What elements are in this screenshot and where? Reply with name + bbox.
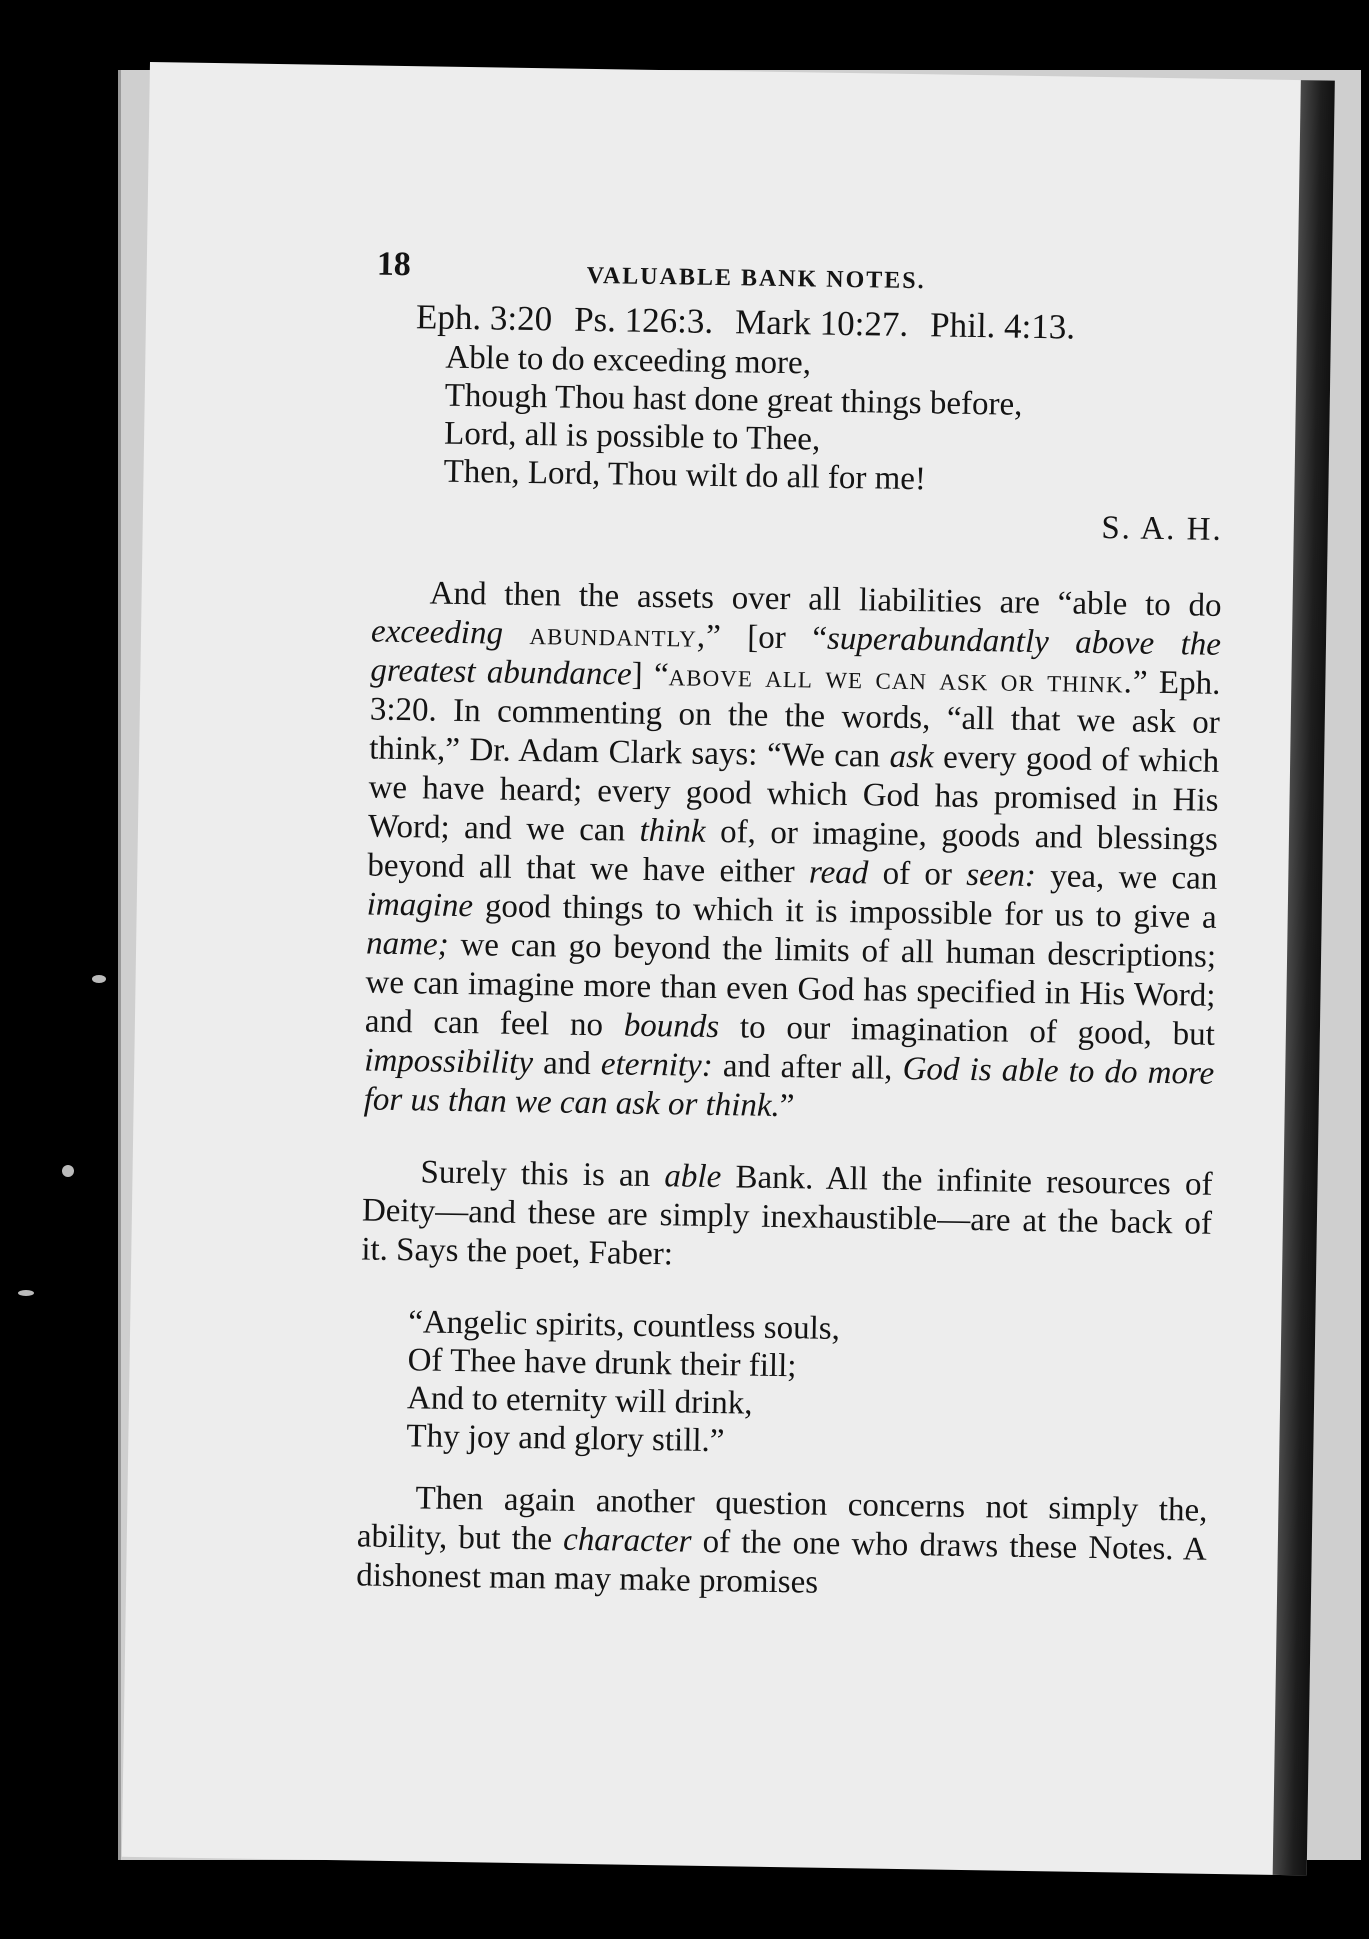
reference-psalms: Ps. 126:3. bbox=[573, 299, 714, 341]
paragraph-assets: And then the assets over all liabilities are “able to do exceeding abundantly,” [or “superabundantly above the greatest abundance] “above all we can ask or think.” Eph. 3:20. In commenting on the the words, “all that we ask or think,” Dr. Adam Clark says: “We can ask every good of which we have heard; every good which God has promised in His Word; and we can think of, or imagine, goods and blessings beyond all that we have either read of or seen: yea, we can imagine good things to which it is impossible for us to give a name; we can go beyond the limits of all human descriptions; we can imagine more than even God has specified in His Word; and can feel no bounds to our imagination of good, but impossibility and eternity: and after all, God is able to do more for us than we can ask or think.” bbox=[363, 575, 1222, 1125]
dust-speck bbox=[62, 1165, 74, 1177]
poem-verse-1 bbox=[443, 339, 1225, 503]
poem-line: Though Thou hast done great things before, bbox=[444, 377, 1023, 423]
running-head: VALUABLE BANK NOTES. bbox=[586, 262, 926, 295]
page-number: 18 bbox=[376, 245, 412, 284]
poem-line: And to eternity will drink, bbox=[406, 1380, 753, 1422]
book-page bbox=[122, 62, 1335, 1875]
poem-line: Thy joy and glory still.” bbox=[406, 1418, 725, 1460]
poem-line: Then, Lord, Thou wilt do all for me! bbox=[443, 453, 927, 498]
reference-ephesians: Eph. 3:20 bbox=[415, 297, 553, 339]
poem-line: Able to do exceeding more, bbox=[445, 339, 812, 382]
page-content bbox=[355, 236, 1227, 1642]
reference-mark: Mark 10:27. bbox=[734, 302, 909, 344]
paragraph-able-bank: Surely this is an able Bank. All the infinite resources of Deity—and these are simply inexhaustible—are at the back of it. Says the poet, Faber: bbox=[361, 1154, 1213, 1273]
poem-signature: S. A. H. bbox=[1101, 510, 1224, 548]
poem-verse-faber bbox=[406, 1303, 1210, 1468]
reference-philippians: Phil. 4:13. bbox=[929, 305, 1076, 347]
poem-line: Of Thee have drunk their fill; bbox=[407, 1342, 797, 1385]
poem-line: “Angelic spirits, countless souls, bbox=[407, 1304, 841, 1347]
dust-speck bbox=[18, 1290, 34, 1296]
dust-speck bbox=[92, 975, 106, 983]
paragraph-character: Then again another question concerns not simply the, ability, but the character of the one who draws these Notes. A dishonest man may make promises bbox=[355, 1480, 1208, 1601]
poem-line: Lord, all is possible to Thee, bbox=[443, 415, 821, 458]
